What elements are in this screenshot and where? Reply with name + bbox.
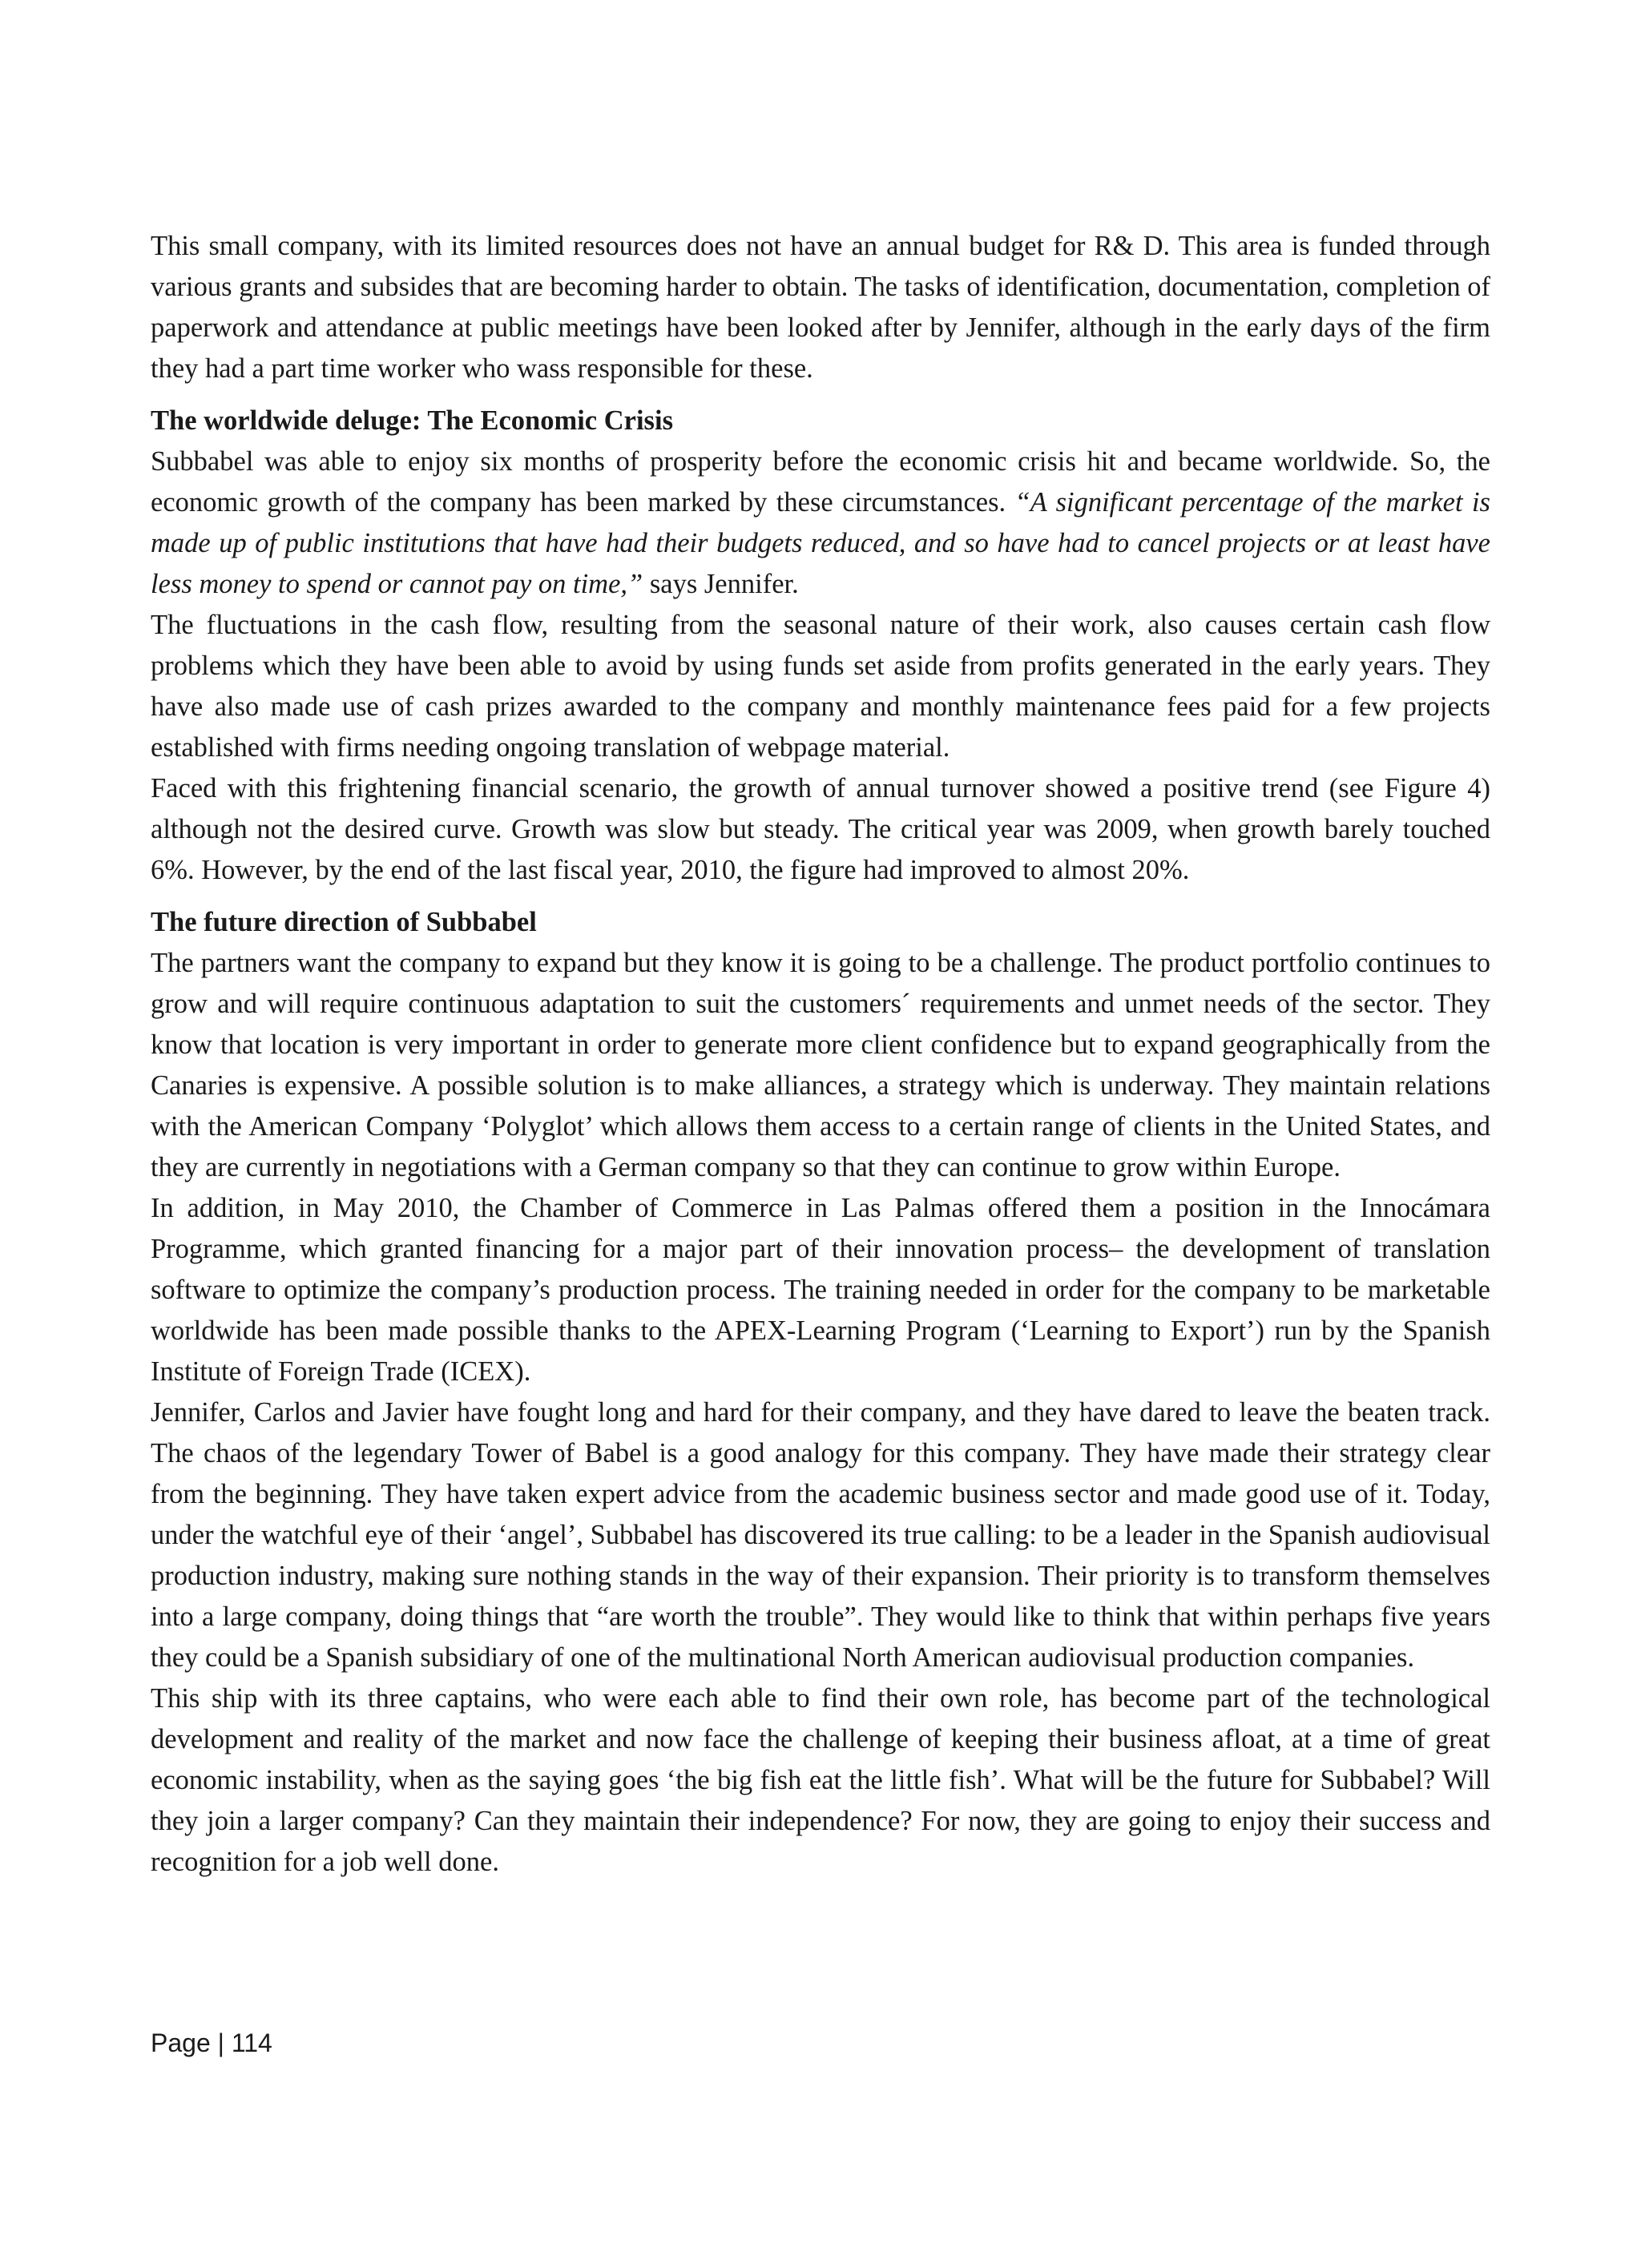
intro-paragraph: This small company, with its limited resources does not have an annual budget for R& D. This area is funded through various grants and subsides that are becoming harder to obtain. The tasks of identification, documentation, completion of paperwork and attendance at public meetings have been looked after by Jennifer, although in the early days of the firm they had a part time worker who wass responsible for these. xyxy=(151,231,1490,384)
section-heading-future-direction: The future direction of Subbabel xyxy=(151,907,537,937)
body-text xyxy=(151,226,1490,1883)
crisis-paragraph-1-lead: Subbabel was able to enjoy six months of prosperity before the economic crisis hit and became worldwide. So, the economic growth of the company has been marked by these circumstances. xyxy=(151,446,1490,518)
page-number-footer: Page | 114 xyxy=(151,2028,272,2057)
jennifer-quote: “A significant percentage of the market is made up of public institutions that have had their budgets reduced, and so have had to cancel projects or at least have less money to spend or cannot pay on time,” xyxy=(151,487,1490,599)
future-paragraph-4: This ship with its three captains, who were each able to find their own role, has become part of the technological development and reality of the market and now face the challenge of keeping their business afloat, at a time of great economic instability, when as the saying goes ‘the big fish eat the little fish’. What will be the future for Subbabel? Will they join a larger company? Can they maintain their independence? For now, they are going to enjoy their success and recognition for a job well done. xyxy=(151,1683,1490,1877)
crisis-paragraph-3: Faced with this frightening financial scenario, the growth of annual turnover showed a positive trend (see Figure 4) although not the desired curve. Growth was slow but steady. The critical year was 2009, when growth barely touched 6%. However, by the end of the last fiscal year, 2010, the figure had improved to almost 20%. xyxy=(151,773,1490,885)
section-heading-economic-crisis: The worldwide deluge: The Economic Crisis xyxy=(151,405,673,436)
crisis-paragraph-1-tail: says Jennifer. xyxy=(643,569,799,599)
future-paragraph-2: In addition, in May 2010, the Chamber of Commerce in Las Palmas offered them a position in the Innocámara Programme, which granted financing for a major part of their innovation process– the development of translation software to optimize the company’s production process. The training needed in order for the company to be marketable worldwide has been made possible thanks to the APEX-Learning Program (‘Learning to Export’) run by the Spanish Institute of Foreign Trade (ICEX). xyxy=(151,1193,1490,1387)
crisis-paragraph-1 xyxy=(151,441,1490,605)
future-paragraph-1: The partners want the company to expand but they know it is going to be a challenge. The product portfolio continues to grow and will require continuous adaptation to suit the customers´ requirements and unmet needs of the sector. They know that location is very important in order to generate more client confidence but to expand geographically from the Canaries is expensive. A possible solution is to make alliances, a strategy which is underway. They maintain relations with the American Company ‘Polyglot’ which allows them access to a certain range of clients in the United States, and they are currently in negotiations with a German company so that they can continue to grow within Europe. xyxy=(151,948,1490,1182)
future-paragraph-3: Jennifer, Carlos and Javier have fought long and hard for their company, and they have dared to leave the beaten track. The chaos of the legendary Tower of Babel is a good analogy for this company. They have made their strategy clear from the beginning. They have taken expert advice from the academic business sector and made good use of it. Today, under the watchful eye of their ‘angel’, Subbabel has discovered its true calling: to be a leader in the Spanish audiovisual production industry, making sure nothing stands in the way of their expansion. Their priority is to transform themselves into a large company, doing things that “are worth the trouble”. They would like to think that within perhaps five years they could be a Spanish subsidiary of one of the multinational North American audiovisual production companies. xyxy=(151,1397,1490,1673)
crisis-paragraph-2: The fluctuations in the cash flow, resulting from the seasonal nature of their work, also causes certain cash flow problems which they have been able to avoid by using funds set aside from profits generated in the early years. They have also made use of cash prizes awarded to the company and monthly maintenance fees paid for a few projects established with firms needing ongoing translation of webpage material. xyxy=(151,610,1490,763)
